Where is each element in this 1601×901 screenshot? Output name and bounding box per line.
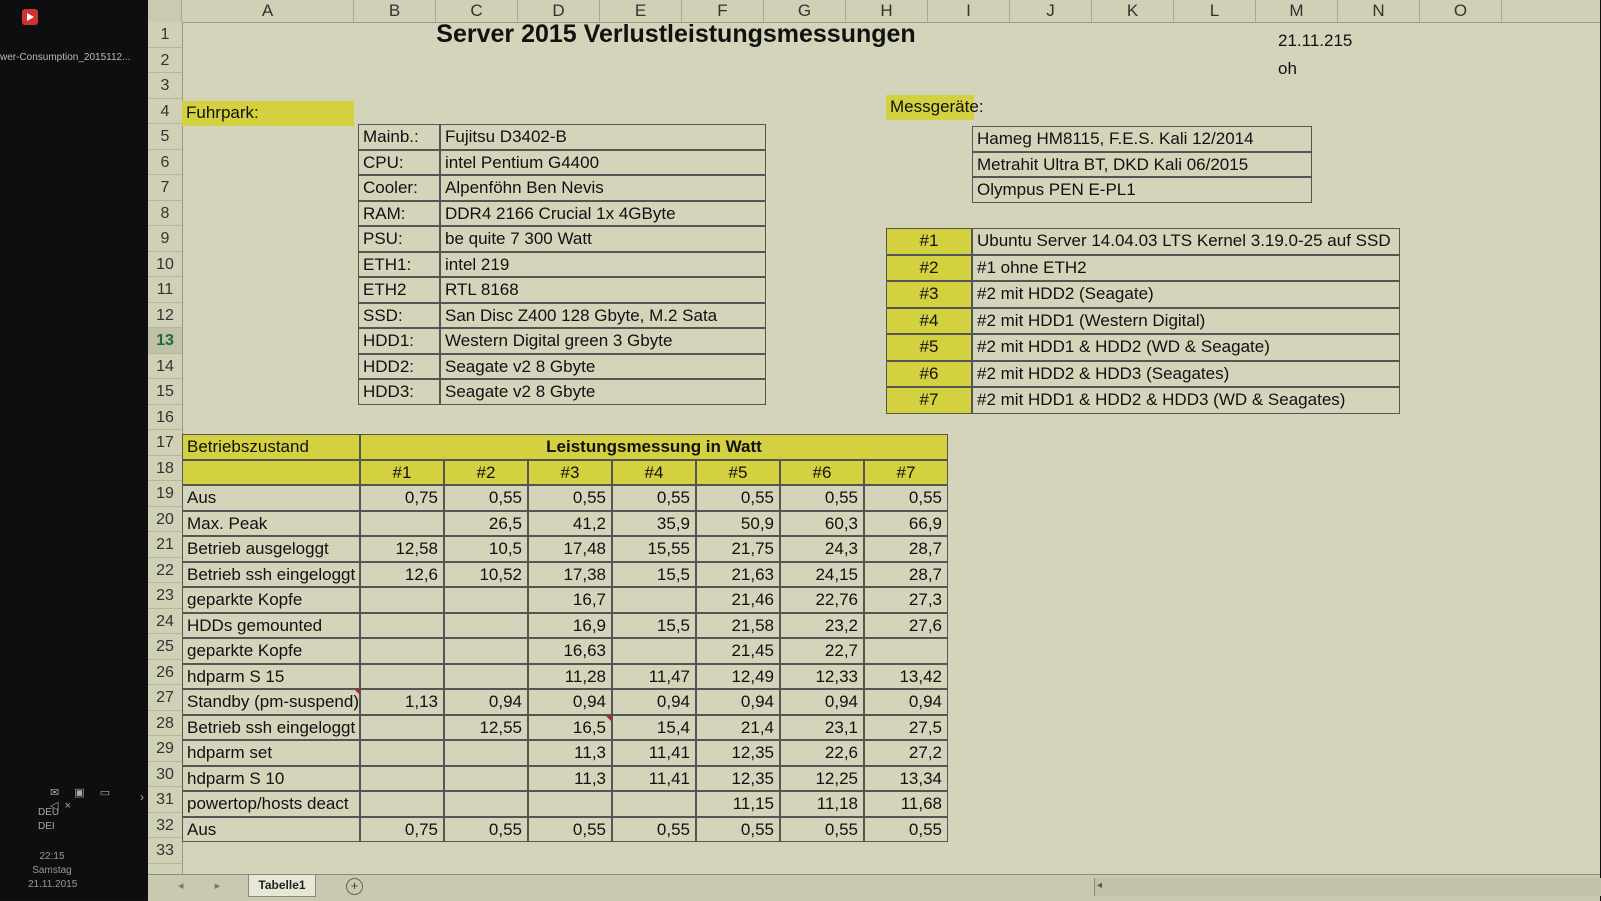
- measurement-value[interactable]: 12,58: [360, 536, 444, 562]
- language-primary: DEU: [38, 807, 60, 818]
- column-header-m[interactable]: M: [1256, 0, 1338, 22]
- config-id[interactable]: #3: [886, 281, 972, 308]
- sheet-tab-tabelle1[interactable]: Tabelle1: [248, 875, 316, 897]
- row-headers: [148, 22, 183, 874]
- sheet-title[interactable]: Server 2015 Verlustleistungsmessungen: [436, 20, 916, 48]
- column-header-c[interactable]: C: [436, 0, 518, 22]
- measurement-value[interactable]: 0,94: [612, 689, 696, 715]
- measurement-value[interactable]: 24,3: [780, 536, 864, 562]
- measurement-row-label[interactable]: hdparm set: [182, 740, 360, 766]
- config-id[interactable]: #4: [886, 308, 972, 335]
- measurement-value[interactable]: 12,35: [696, 740, 780, 766]
- fleet-key[interactable]: Mainb.:: [358, 124, 440, 150]
- row-header-7[interactable]: 7: [148, 175, 182, 201]
- config-description[interactable]: #2 mit HDD1 & HDD2 & HDD3 (WD & Seagates): [972, 387, 1400, 414]
- row-header-8[interactable]: 8: [148, 201, 182, 227]
- measurement-row-label[interactable]: geparkte Kopfe: [182, 638, 360, 664]
- config-description[interactable]: #2 mit HDD1 (Western Digital): [972, 308, 1400, 335]
- column-header-n[interactable]: N: [1338, 0, 1420, 22]
- fleet-value[interactable]: intel 219: [440, 252, 766, 278]
- language-secondary: DEI: [38, 821, 55, 832]
- measurement-value[interactable]: 24,15: [780, 562, 864, 588]
- row-header-16[interactable]: 16: [148, 405, 182, 431]
- measurement-value[interactable]: 15,5: [612, 613, 696, 639]
- fleet-value[interactable]: Seagate v2 8 Gbyte: [440, 379, 766, 405]
- measurement-value[interactable]: [444, 587, 528, 613]
- fleet-value[interactable]: Fujitsu D3402-B: [440, 124, 766, 150]
- measurement-row-label[interactable]: powertop/hosts deact: [182, 791, 360, 817]
- measurement-value[interactable]: 0,94: [780, 689, 864, 715]
- measurement-value[interactable]: 21,4: [696, 715, 780, 741]
- column-header-a[interactable]: A: [182, 0, 354, 22]
- device-item[interactable]: Hameg HM8115, F.E.S. Kali 12/2014: [972, 126, 1312, 152]
- measurement-row-label[interactable]: Max. Peak: [182, 511, 360, 537]
- measurement-value[interactable]: 15,4: [612, 715, 696, 741]
- row-header-19[interactable]: 19: [148, 481, 182, 507]
- measurement-value[interactable]: 60,3: [780, 511, 864, 537]
- measurement-value[interactable]: 11,68: [864, 791, 948, 817]
- measurement-column-4[interactable]: #4: [612, 460, 696, 486]
- measurement-value[interactable]: [360, 740, 444, 766]
- app-icon[interactable]: [22, 9, 38, 25]
- measurement-column-6[interactable]: #6: [780, 460, 864, 486]
- config-id[interactable]: #6: [886, 361, 972, 388]
- column-header-e[interactable]: E: [600, 0, 682, 22]
- measurement-row-label[interactable]: Betrieb ausgeloggt: [182, 536, 360, 562]
- fleet-key[interactable]: ETH1:: [358, 252, 440, 278]
- measurement-value[interactable]: 21,75: [696, 536, 780, 562]
- measurement-value[interactable]: [444, 766, 528, 792]
- config-id[interactable]: #1: [886, 228, 972, 255]
- row-header-2[interactable]: 2: [148, 48, 182, 74]
- row-header-4[interactable]: 4: [148, 99, 182, 125]
- measurement-row-label[interactable]: HDDs gemounted: [182, 613, 360, 639]
- measurement-value[interactable]: 41,2: [528, 511, 612, 537]
- column-header-h[interactable]: H: [846, 0, 928, 22]
- measurement-value[interactable]: [864, 638, 948, 664]
- config-id[interactable]: #2: [886, 255, 972, 282]
- state-header[interactable]: Betriebszustand: [182, 434, 360, 460]
- measurement-value[interactable]: 0,55: [780, 485, 864, 511]
- config-description[interactable]: #2 mit HDD1 & HDD2 (WD & Seagate): [972, 334, 1400, 361]
- spreadsheet[interactable]: [148, 0, 1600, 900]
- measurement-row-label[interactable]: geparkte Kopfe: [182, 587, 360, 613]
- measurement-value[interactable]: 35,9: [612, 511, 696, 537]
- config-description[interactable]: #2 mit HDD2 & HDD3 (Seagates): [972, 361, 1400, 388]
- measurement-value[interactable]: 0,55: [780, 817, 864, 843]
- row-header-1[interactable]: 1: [148, 22, 182, 48]
- measurement-value[interactable]: 16,5: [528, 715, 612, 741]
- row-header-25[interactable]: 25: [148, 634, 182, 660]
- measurement-value[interactable]: 11,41: [612, 766, 696, 792]
- row-header-21[interactable]: 21: [148, 532, 182, 558]
- measurement-value[interactable]: [360, 638, 444, 664]
- measurement-value[interactable]: 27,6: [864, 613, 948, 639]
- measurement-value[interactable]: 15,55: [612, 536, 696, 562]
- row-header-3[interactable]: 3: [148, 73, 182, 99]
- row-header-28[interactable]: 28: [148, 711, 182, 737]
- measurement-value[interactable]: 17,38: [528, 562, 612, 588]
- add-sheet-icon[interactable]: +: [346, 878, 363, 895]
- measurement-value[interactable]: 11,47: [612, 664, 696, 690]
- measurement-group-header[interactable]: Leistungsmessung in Watt: [360, 434, 948, 460]
- config-description[interactable]: #2 mit HDD2 (Seagate): [972, 281, 1400, 308]
- measurement-value[interactable]: 0,55: [528, 485, 612, 511]
- measurement-value[interactable]: [360, 715, 444, 741]
- measurement-value[interactable]: [360, 613, 444, 639]
- row-header-30[interactable]: 30: [148, 762, 182, 788]
- measurement-value[interactable]: [612, 791, 696, 817]
- fleet-key[interactable]: RAM:: [358, 201, 440, 227]
- row-header-10[interactable]: 10: [148, 252, 182, 278]
- comment-indicator[interactable]: [355, 690, 360, 695]
- measurement-value[interactable]: [360, 791, 444, 817]
- measurement-value[interactable]: 66,9: [864, 511, 948, 537]
- measurement-value[interactable]: 0,75: [360, 817, 444, 843]
- row-header-9[interactable]: 9: [148, 226, 182, 252]
- sheet-date[interactable]: 21.11.215: [1278, 31, 1353, 50]
- clock-weekday: Samstag: [32, 865, 72, 876]
- column-header-j[interactable]: J: [1010, 0, 1092, 22]
- config-id[interactable]: #5: [886, 334, 972, 361]
- measurement-value[interactable]: 12,25: [780, 766, 864, 792]
- clock-time: 22:15: [39, 851, 65, 862]
- measurement-value[interactable]: 0,55: [444, 817, 528, 843]
- measurement-value[interactable]: 28,7: [864, 562, 948, 588]
- measurement-value[interactable]: 0,55: [864, 485, 948, 511]
- device-item[interactable]: Olympus PEN E-PL1: [972, 177, 1312, 203]
- measurement-value[interactable]: 0,55: [612, 817, 696, 843]
- measurement-row-label[interactable]: Aus: [182, 817, 360, 843]
- measurement-row-label[interactable]: hdparm S 10: [182, 766, 360, 792]
- column-header-g[interactable]: G: [764, 0, 846, 22]
- measurement-value[interactable]: 0,55: [612, 485, 696, 511]
- measurement-value[interactable]: 1,13: [360, 689, 444, 715]
- measurement-value[interactable]: 0,94: [528, 689, 612, 715]
- fleet-value[interactable]: be quite 7 300 Watt: [440, 226, 766, 252]
- measurement-value[interactable]: 12,6: [360, 562, 444, 588]
- row-header-27[interactable]: 27: [148, 685, 182, 711]
- comment-indicator[interactable]: [606, 716, 611, 721]
- taskbar-window-label[interactable]: wer-Consumption_2015112...: [0, 52, 131, 63]
- measurement-value[interactable]: [612, 638, 696, 664]
- fleet-value[interactable]: San Disc Z400 128 Gbyte, M.2 Sata: [440, 303, 766, 329]
- measurement-row-label[interactable]: Aus: [182, 485, 360, 511]
- row-header-22[interactable]: 22: [148, 558, 182, 584]
- sheet-tab-bar: [148, 874, 1600, 901]
- devices-label[interactable]: Messgeräte:: [886, 95, 974, 121]
- measurement-value[interactable]: 16,7: [528, 587, 612, 613]
- fleet-key[interactable]: ETH2: [358, 277, 440, 303]
- measurement-column-5[interactable]: #5: [696, 460, 780, 486]
- measurement-value[interactable]: 27,3: [864, 587, 948, 613]
- clock-date: 21.11.2015: [28, 879, 78, 890]
- measurement-value[interactable]: 15,5: [612, 562, 696, 588]
- measurement-value[interactable]: 21,58: [696, 613, 780, 639]
- column-header-o[interactable]: O: [1420, 0, 1502, 22]
- row-header-12[interactable]: 12: [148, 303, 182, 329]
- measurement-value[interactable]: [444, 791, 528, 817]
- fleet-value[interactable]: Western Digital green 3 Gbyte: [440, 328, 766, 354]
- row-header-24[interactable]: 24: [148, 609, 182, 635]
- fleet-key[interactable]: CPU:: [358, 150, 440, 176]
- select-all-corner[interactable]: [148, 0, 182, 22]
- measurement-value[interactable]: 0,94: [696, 689, 780, 715]
- measurement-value[interactable]: [444, 638, 528, 664]
- row-header-14[interactable]: 14: [148, 354, 182, 380]
- measurement-row-label[interactable]: Betrieb ssh eingeloggt: [182, 715, 360, 741]
- row-header-32[interactable]: 32: [148, 813, 182, 839]
- measurement-value[interactable]: 11,41: [612, 740, 696, 766]
- measurement-value[interactable]: 0,55: [696, 817, 780, 843]
- measurement-value[interactable]: 13,34: [864, 766, 948, 792]
- sheet-nav-arrows[interactable]: ◂ ▸: [178, 880, 235, 892]
- tray-icons[interactable]: ✉ ▣ ▭ ◁×: [50, 787, 117, 812]
- fleet-value[interactable]: RTL 8168: [440, 277, 766, 303]
- row-header-5[interactable]: 5: [148, 124, 182, 150]
- horizontal-scrollbar[interactable]: [1094, 878, 1601, 896]
- measurement-column-3[interactable]: #3: [528, 460, 612, 486]
- measurement-value[interactable]: 16,63: [528, 638, 612, 664]
- measurement-value[interactable]: [528, 791, 612, 817]
- measurement-value[interactable]: 10,5: [444, 536, 528, 562]
- tray-chevron-icon[interactable]: ›: [140, 790, 144, 804]
- column-header-k[interactable]: K: [1092, 0, 1174, 22]
- measurement-value[interactable]: 13,42: [864, 664, 948, 690]
- measurement-value[interactable]: 23,1: [780, 715, 864, 741]
- measurement-value[interactable]: 12,33: [780, 664, 864, 690]
- fleet-value[interactable]: Alpenföhn Ben Nevis: [440, 175, 766, 201]
- measurement-value[interactable]: 21,46: [696, 587, 780, 613]
- fleet-key[interactable]: Cooler:: [358, 175, 440, 201]
- measurement-row-label[interactable]: Standby (pm-suspend): [182, 689, 360, 715]
- measurement-value[interactable]: 12,35: [696, 766, 780, 792]
- row-header-23[interactable]: 23: [148, 583, 182, 609]
- row-header-11[interactable]: 11: [148, 277, 182, 303]
- taskbar: [0, 0, 148, 900]
- row-header-31[interactable]: 31: [148, 787, 182, 813]
- row-header-33[interactable]: 33: [148, 838, 182, 864]
- measurement-value[interactable]: 11,28: [528, 664, 612, 690]
- measurement-value[interactable]: 26,5: [444, 511, 528, 537]
- measurement-value[interactable]: 22,6: [780, 740, 864, 766]
- fleet-value[interactable]: DDR4 2166 Crucial 1x 4GByte: [440, 201, 766, 227]
- measurement-value[interactable]: [360, 766, 444, 792]
- row-header-13[interactable]: 13: [148, 328, 182, 354]
- measurement-row-label[interactable]: Betrieb ssh eingeloggt: [182, 562, 360, 588]
- fleet-key[interactable]: PSU:: [358, 226, 440, 252]
- row-header-18[interactable]: 18: [148, 456, 182, 482]
- measurement-value[interactable]: 10,52: [444, 562, 528, 588]
- row-header-29[interactable]: 29: [148, 736, 182, 762]
- measurement-value[interactable]: [360, 664, 444, 690]
- row-header-6[interactable]: 6: [148, 150, 182, 176]
- clock[interactable]: [28, 850, 76, 892]
- row-header-17[interactable]: 17: [148, 430, 182, 456]
- measurement-value[interactable]: 0,75: [360, 485, 444, 511]
- config-description[interactable]: #1 ohne ETH2: [972, 255, 1400, 282]
- column-header-b[interactable]: B: [354, 0, 436, 22]
- measurement-value[interactable]: [444, 613, 528, 639]
- column-header-l[interactable]: L: [1174, 0, 1256, 22]
- measurement-value[interactable]: 11,15: [696, 791, 780, 817]
- measurement-value[interactable]: 27,2: [864, 740, 948, 766]
- measurement-value[interactable]: [612, 587, 696, 613]
- measurement-value[interactable]: [360, 587, 444, 613]
- scroll-left-icon[interactable]: ◂: [1097, 880, 1103, 891]
- sheet-note[interactable]: oh: [1278, 59, 1297, 78]
- measurement-value[interactable]: 12,49: [696, 664, 780, 690]
- fleet-value[interactable]: intel Pentium G4400: [440, 150, 766, 176]
- measurement-value[interactable]: 23,2: [780, 613, 864, 639]
- measurement-value[interactable]: 50,9: [696, 511, 780, 537]
- fleet-key[interactable]: SSD:: [358, 303, 440, 329]
- fleet-label[interactable]: Fuhrpark:: [182, 101, 354, 127]
- measurement-value[interactable]: 11,3: [528, 740, 612, 766]
- column-header-f[interactable]: F: [682, 0, 764, 22]
- fleet-key[interactable]: HDD1:: [358, 328, 440, 354]
- measurement-value[interactable]: 11,3: [528, 766, 612, 792]
- measurement-value[interactable]: [444, 740, 528, 766]
- measurement-value[interactable]: 0,94: [444, 689, 528, 715]
- measurement-value[interactable]: 17,48: [528, 536, 612, 562]
- measurement-value[interactable]: 22,76: [780, 587, 864, 613]
- row-header-15[interactable]: 15: [148, 379, 182, 405]
- config-id[interactable]: #7: [886, 387, 972, 414]
- measurement-value[interactable]: 0,55: [528, 817, 612, 843]
- measurement-value[interactable]: 11,18: [780, 791, 864, 817]
- measurement-column-2[interactable]: #2: [444, 460, 528, 486]
- language-indicator[interactable]: [38, 806, 59, 834]
- state-header-spacer[interactable]: [182, 460, 360, 486]
- measurement-row-label[interactable]: hdparm S 15: [182, 664, 360, 690]
- measurement-value[interactable]: 0,55: [444, 485, 528, 511]
- measurement-value[interactable]: 16,9: [528, 613, 612, 639]
- measurement-value[interactable]: 22,7: [780, 638, 864, 664]
- config-description[interactable]: Ubuntu Server 14.04.03 LTS Kernel 3.19.0-25 auf SSD: [972, 228, 1400, 255]
- measurement-column-7[interactable]: #7: [864, 460, 948, 486]
- measurement-value[interactable]: 27,5: [864, 715, 948, 741]
- measurement-value[interactable]: 21,45: [696, 638, 780, 664]
- measurement-value[interactable]: 21,63: [696, 562, 780, 588]
- measurement-value[interactable]: 28,7: [864, 536, 948, 562]
- fleet-key[interactable]: HDD3:: [358, 379, 440, 405]
- measurement-value[interactable]: [444, 664, 528, 690]
- device-item[interactable]: Metrahit Ultra BT, DKD Kali 06/2015: [972, 152, 1312, 178]
- row-header-26[interactable]: 26: [148, 660, 182, 686]
- measurement-value[interactable]: [360, 511, 444, 537]
- measurement-value[interactable]: 0,55: [696, 485, 780, 511]
- measurement-value[interactable]: 12,55: [444, 715, 528, 741]
- measurement-value[interactable]: 0,94: [864, 689, 948, 715]
- column-header-d[interactable]: D: [518, 0, 600, 22]
- column-header-i[interactable]: I: [928, 0, 1010, 22]
- fleet-value[interactable]: Seagate v2 8 Gbyte: [440, 354, 766, 380]
- row-header-20[interactable]: 20: [148, 507, 182, 533]
- measurement-column-1[interactable]: #1: [360, 460, 444, 486]
- fleet-key[interactable]: HDD2:: [358, 354, 440, 380]
- measurement-value[interactable]: 0,55: [864, 817, 948, 843]
